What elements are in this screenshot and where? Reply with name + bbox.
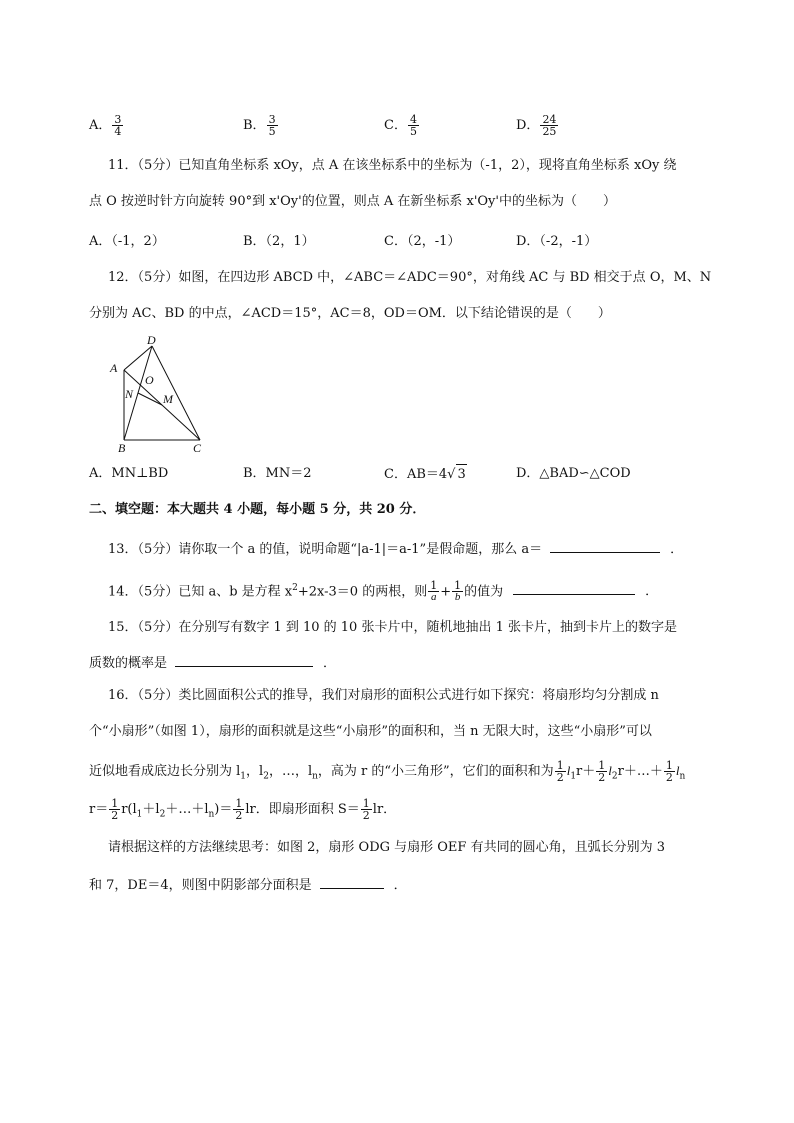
- q14-end: ．: [645, 584, 659, 600]
- q12-option-d: D．△BAD∽△COD: [516, 466, 631, 481]
- q12-option-a: A．MN⊥BD: [89, 466, 169, 481]
- q11-line-2: 点 O 按逆时针方向旋转 90°到 x'Oy'的位置，则点 A 在新坐标系 x'Oy'中的坐标为（ ）: [89, 194, 616, 209]
- numerator: 1: [111, 797, 119, 810]
- label-d: D: [147, 333, 156, 347]
- denominator: b: [454, 591, 461, 604]
- q16-line-4: [89, 798, 396, 825]
- denominator: a: [430, 591, 437, 604]
- numerator: 1: [598, 759, 606, 772]
- numerator: 1: [665, 759, 673, 772]
- numerator: 1: [454, 579, 462, 593]
- q15-line-1: 15．（5分）在分别写有数字 1 到 10 的 10 张卡片中，随机地抽出 1 张卡片，抽到卡片上的数字是: [108, 620, 677, 635]
- subscript: 1: [136, 809, 143, 820]
- fraction: [408, 114, 419, 137]
- numerator: 3: [268, 113, 276, 126]
- q12-option-c: C．AB＝4√ 3: [384, 464, 467, 485]
- text: l: [675, 763, 680, 778]
- q10-option-d: [516, 114, 559, 137]
- fraction: [267, 114, 278, 137]
- q11-option-c: C．（2，-1）: [384, 234, 461, 249]
- q16-line-5: 请根据这样的方法继续思考：如图 2，扇形 ODG 与扇形 OEF 有共同的圆心角，且弧长分别为 3: [108, 840, 665, 855]
- answer-blank[interactable]: [513, 580, 635, 595]
- text: ，…，l: [268, 764, 313, 779]
- q11-option-b: B．（2，1）: [243, 234, 315, 249]
- denominator: 25: [542, 125, 557, 138]
- label-m: M: [163, 392, 173, 406]
- label-b: B: [118, 441, 126, 454]
- denominator: 2: [362, 809, 370, 822]
- q13-line: [108, 538, 683, 560]
- text: l: [566, 763, 571, 778]
- fraction-1-over-b: [452, 580, 463, 603]
- subscript: n: [208, 809, 215, 820]
- text: ＋…＋l: [165, 802, 209, 817]
- denominator: 5: [409, 125, 417, 138]
- q12-option-b: B．MN＝2: [243, 466, 312, 481]
- q13-text: 13．（5分）请你取一个 a 的值，说明命题“|a-1|＝a-1”是假命题，那么 a＝: [108, 542, 543, 557]
- denominator: 2: [111, 809, 119, 822]
- text: r＋: [576, 764, 596, 779]
- label-a: A: [110, 361, 118, 375]
- label-c: C: [193, 441, 202, 454]
- exponent: 2: [292, 583, 298, 593]
- text: 近似地看成底边长分别为 l: [89, 764, 241, 779]
- denominator: 5: [268, 125, 276, 138]
- fraction-half: [233, 798, 244, 821]
- q13-end: ．: [670, 542, 684, 557]
- label-o: O: [145, 373, 154, 387]
- text: r＝: [89, 802, 109, 817]
- plus-sign: +: [440, 584, 452, 600]
- q11-option-a: A．（-1，2）: [89, 234, 165, 249]
- answer-blank[interactable]: [175, 652, 313, 667]
- q14-text-3: 的值为: [464, 584, 504, 600]
- q14-line: [108, 578, 658, 603]
- text: r(l: [121, 802, 137, 817]
- denominator: 4: [114, 125, 122, 138]
- option-label: D．: [516, 118, 540, 133]
- q16-line-1: 16．（5分）类比圆面积公式的推导，我们对扇形的面积公式进行如下探究：将扇形均匀分割成 n: [108, 688, 659, 703]
- text: lr．: [372, 802, 397, 817]
- q16-line-6: [89, 874, 407, 896]
- fraction: [540, 114, 558, 137]
- sqrt-radicand: 3: [456, 464, 466, 485]
- segment-dc: [152, 346, 200, 440]
- option-text: C．AB＝4: [384, 467, 448, 482]
- fraction-half: [596, 760, 607, 783]
- numerator: 1: [430, 579, 438, 593]
- fraction-half: [664, 760, 675, 783]
- option-label: B．: [243, 118, 266, 133]
- q15-text: 质数的概率是: [89, 656, 168, 671]
- q14-text: 14．（5分）已知 a、b 是方程 x: [108, 584, 293, 600]
- text: lr．即扇形面积 S＝: [245, 802, 360, 817]
- numerator: 1: [362, 797, 370, 810]
- option-label: C．: [384, 118, 407, 133]
- subscript: 2: [611, 771, 618, 782]
- section-2-title: 二、填空题：本大题共 4 小题，每小题 5 分，共 20 分．: [89, 502, 426, 517]
- subscript: 1: [570, 771, 577, 782]
- numerator: 1: [556, 759, 564, 772]
- fraction: [112, 114, 123, 137]
- q14-text-2: +2x-3＝0 的两根，则: [297, 584, 428, 600]
- text: ＋l: [142, 802, 160, 817]
- fraction-half: [361, 798, 372, 821]
- denominator: 2: [235, 809, 243, 822]
- numerator: 3: [114, 113, 122, 126]
- answer-blank[interactable]: [550, 538, 660, 553]
- q15-line-2: [89, 652, 336, 674]
- text: r＋…＋: [617, 764, 663, 779]
- subscript: n: [679, 771, 686, 782]
- fraction-half: [109, 798, 120, 821]
- numerator: 4: [409, 113, 417, 126]
- option-label: A．: [89, 118, 112, 133]
- q12-line-2: 分别为 AC、BD 的中点，∠ACD＝15°，AC＝8，OD＝OM．以下结论错误的是（ ）: [89, 306, 611, 321]
- denominator: 2: [598, 771, 606, 784]
- text: l: [608, 763, 612, 778]
- numerator: 1: [235, 797, 243, 810]
- denominator: 2: [556, 771, 564, 784]
- subscript: n: [312, 771, 318, 782]
- q11-option-d: D．（-2，-1）: [516, 234, 598, 249]
- answer-blank[interactable]: [320, 874, 384, 889]
- text: 和 7，DE＝4，则图中阴影部分面积是: [89, 878, 312, 893]
- q11-line-1: 11．（5分）已知直角坐标系 xOy，点 A 在该坐标系中的坐标为（-1，2），现将直角坐标系 xOy 绕: [108, 158, 677, 173]
- fraction-1-over-a: [428, 580, 439, 603]
- text: ．: [393, 878, 407, 893]
- fraction-half: [555, 760, 566, 783]
- subscript: 2: [159, 809, 166, 820]
- text: ，高为 r 的“小三角形”，它们的面积和为: [317, 764, 554, 779]
- q16-line-3: [89, 760, 685, 787]
- text: )＝: [214, 802, 233, 817]
- q10-option-b: [243, 114, 279, 137]
- q12-line-1: 12．（5分）如图，在四边形 ABCD 中，∠ABC＝∠ADC＝90°，对角线 AC 与 BD 相交于点 O，M、N: [108, 270, 712, 285]
- subscript: 2: [263, 771, 269, 782]
- segment-ad: [124, 346, 152, 370]
- segment-mn: [138, 393, 162, 405]
- subscript: 1: [240, 771, 247, 782]
- denominator: 2: [665, 771, 673, 784]
- q15-end: ．: [323, 656, 337, 671]
- numerator: 24: [542, 113, 557, 126]
- label-n: N: [125, 387, 134, 401]
- q10-option-a: [89, 114, 124, 137]
- q10-option-c: [384, 114, 420, 137]
- text: ，l: [246, 764, 264, 779]
- quadrilateral-figure: [105, 332, 215, 454]
- q16-line-2: 个“小扇形”（如图 1），扇形的面积就是这些“小扇形”的面积和，当 n 无限大时，这些“小扇形”可以: [89, 724, 652, 739]
